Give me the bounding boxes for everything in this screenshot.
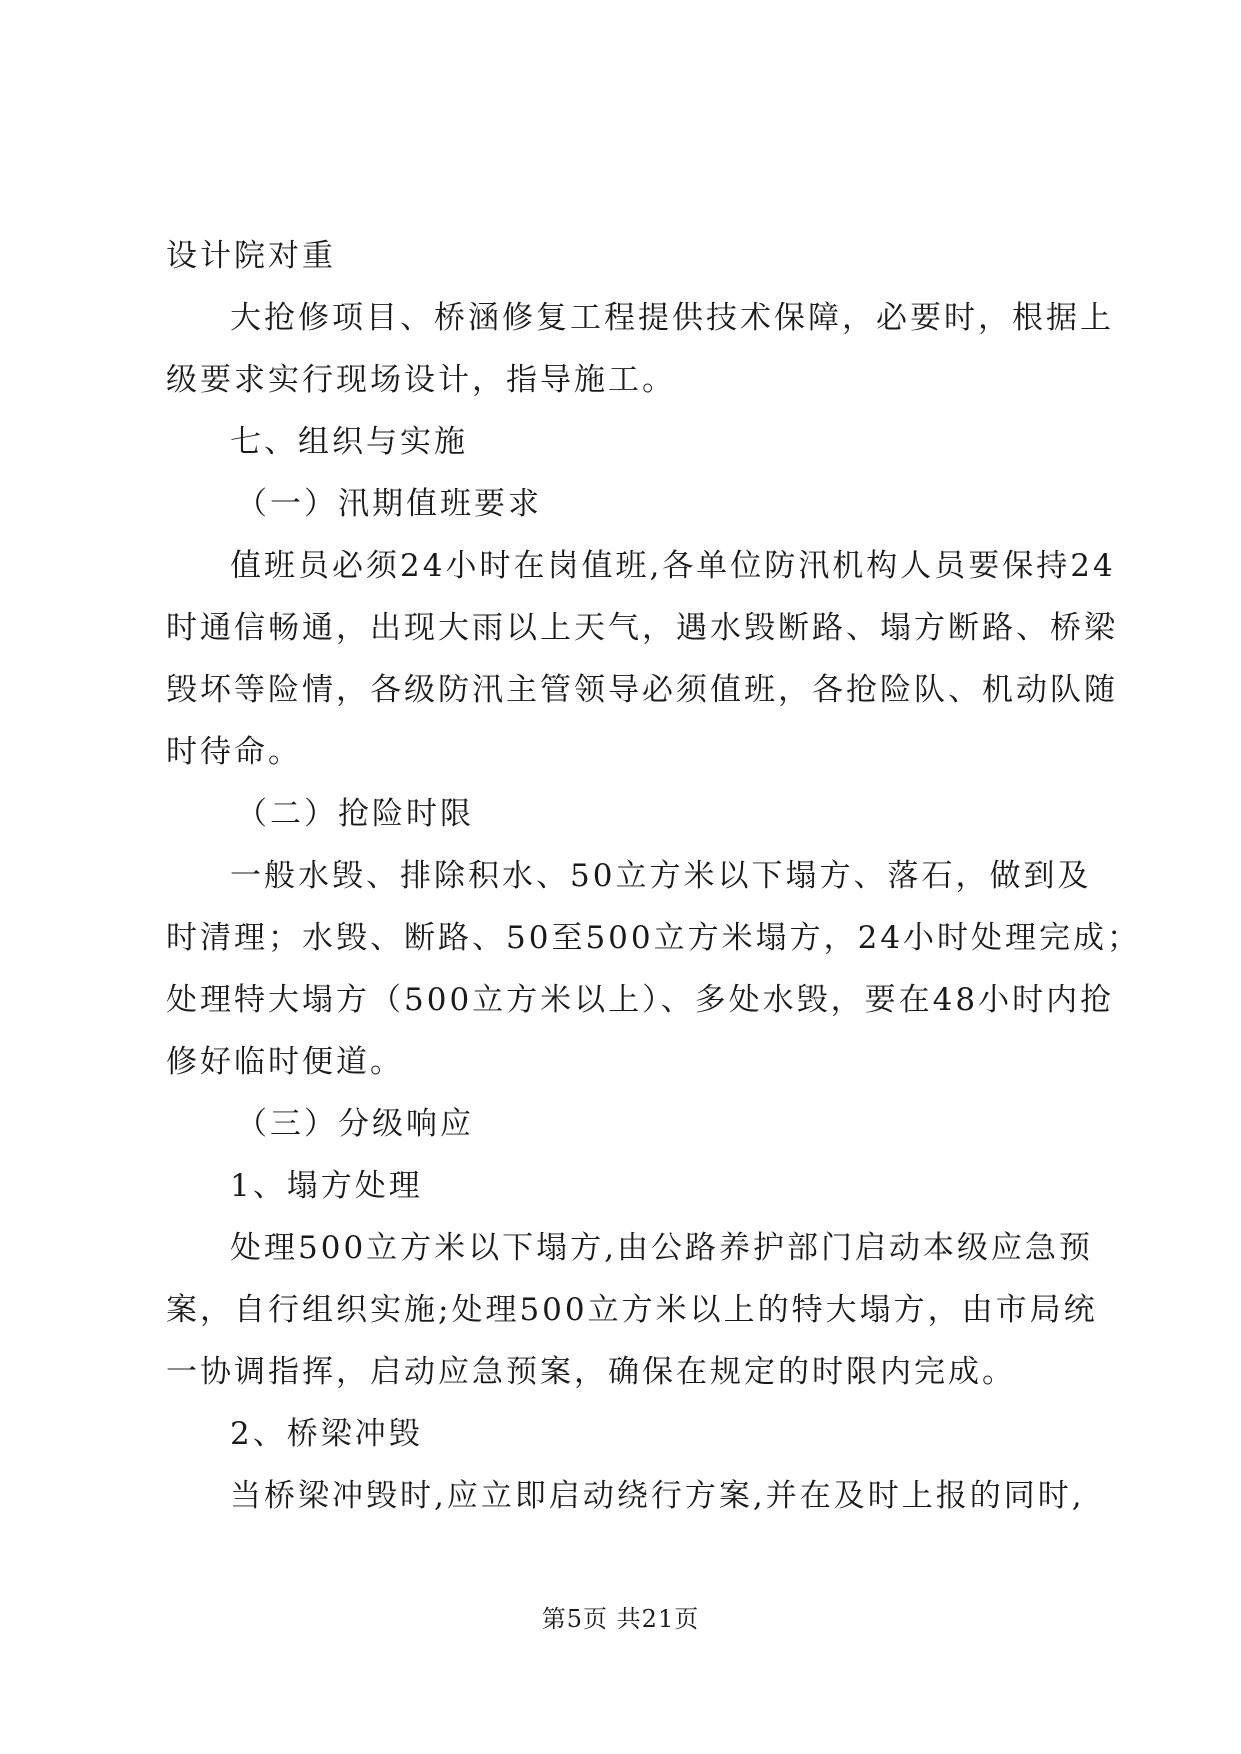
text-line: 时清理；水毁、断路、50至500立方米塌方，24小时处理完成； xyxy=(166,920,1142,956)
subsection-heading: （二）抢险时限 xyxy=(236,796,474,832)
text-line: 级要求实行现场设计，指导施工。 xyxy=(166,362,676,398)
subsection-heading: （三）分级响应 xyxy=(236,1106,474,1142)
text-line: 修好临时便道。 xyxy=(166,1044,404,1080)
text-line: 一般水毁、排除积水、50立方米以下塌方、落石，做到及 xyxy=(230,858,1092,894)
text-line: 毁坏等险情，各级防汛主管领导必须值班，各抢险队、机动队随 xyxy=(166,672,1118,708)
text-line: 处理500立方米以下塌方,由公路养护部门启动本级应急预 xyxy=(230,1230,1094,1266)
page-footer: 第5页 共21页 xyxy=(541,1605,700,1633)
section-heading: 七、组织与实施 xyxy=(230,424,468,460)
text-line: 时待命。 xyxy=(166,734,302,770)
text-line: 值班员必须24小时在岗值班,各单位防汛机构人员要保持24 xyxy=(230,548,1116,584)
text-line: 一协调指挥，启动应急预案，确保在规定的时限内完成。 xyxy=(166,1354,1016,1390)
text-line: 处理特大塌方（500立方米以上）、多处水毁，要在48小时内抢 xyxy=(166,982,1115,1018)
subsection-heading: （一）汛期值班要求 xyxy=(236,486,542,522)
item-heading: 2、桥梁冲毁 xyxy=(230,1416,423,1452)
text-line: 当桥梁冲毁时,应立即启动绕行方案,并在及时上报的同时, xyxy=(230,1478,1085,1514)
item-heading: 1、塌方处理 xyxy=(230,1168,423,1204)
text-line: 大抢修项目、桥涵修复工程提供技术保障，必要时，根据上 xyxy=(230,300,1114,336)
text-line: 案，自行组织实施;处理500立方米以上的特大塌方，由市局统 xyxy=(166,1292,1098,1328)
text-line: 设计院对重 xyxy=(166,238,336,274)
text-line: 时通信畅通，出现大雨以上天气，遇水毁断路、塌方断路、桥梁 xyxy=(166,610,1118,646)
